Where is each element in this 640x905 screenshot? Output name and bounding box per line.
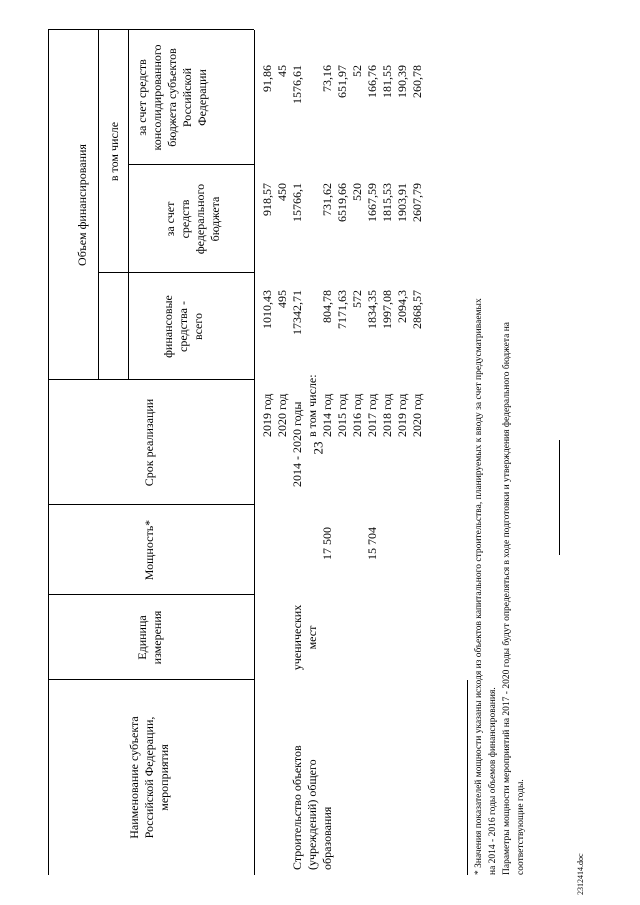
header-name-line: Российской Федерации, bbox=[142, 716, 156, 839]
header-including: в том числе bbox=[107, 121, 121, 182]
header-federal-line: бюджета bbox=[208, 196, 222, 242]
period-cell: 2014 - 2020 годы bbox=[290, 401, 304, 487]
period-cell: 2020 год bbox=[275, 393, 289, 437]
document-id: 2312414.doc bbox=[576, 853, 585, 895]
header-total-line: средства - bbox=[176, 301, 190, 352]
header-capacity: Мощность* bbox=[142, 519, 156, 581]
header-name-line: Наименование субъекта bbox=[127, 716, 141, 839]
period-cell: 2019 год bbox=[395, 393, 409, 437]
federal-cell: 731,62 bbox=[320, 183, 334, 216]
period-cell: 2016 год bbox=[350, 393, 364, 437]
footnote-separator bbox=[467, 680, 468, 875]
col-sep-unit-capacity bbox=[48, 594, 254, 595]
page-number: 23 bbox=[310, 441, 326, 455]
total-cell: 495 bbox=[275, 290, 289, 308]
header-unit-line: измерения bbox=[150, 610, 164, 665]
total-cell: 1010,43 bbox=[260, 290, 274, 329]
regional-cell: 73,16 bbox=[320, 65, 334, 92]
federal-cell: 450 bbox=[275, 183, 289, 201]
total-cell: 1997,08 bbox=[380, 290, 394, 329]
federal-cell: 1667,59 bbox=[365, 183, 379, 222]
total-cell: 2868,57 bbox=[410, 290, 424, 329]
capacity-value: 17 500 bbox=[320, 527, 334, 560]
col-sep-name-unit bbox=[48, 679, 254, 680]
col-sep-period-funding bbox=[48, 379, 254, 380]
header-regional-line: Федерации bbox=[195, 69, 209, 126]
regional-cell: 181,55 bbox=[380, 65, 394, 98]
item-name-line: (учреждений) общего bbox=[305, 759, 319, 870]
total-cell: 1834,35 bbox=[365, 290, 379, 329]
federal-cell: 520 bbox=[350, 183, 364, 201]
federal-cell: 1815,53 bbox=[380, 183, 394, 222]
federal-cell: 15766,1 bbox=[290, 183, 304, 222]
item-name-line: образования bbox=[320, 806, 334, 870]
federal-cell: 1903,91 bbox=[395, 183, 409, 222]
footnote-separator-right bbox=[559, 440, 560, 555]
footnote-line: * Значения показателей мощности указаны исходя из объектов капитального строительства, планируемых к вводу за счет предусматриваемых bbox=[474, 298, 484, 875]
col-sep-capacity-period bbox=[48, 504, 254, 505]
regional-cell: 260,78 bbox=[410, 65, 424, 98]
period-cell: 2020 год bbox=[410, 393, 424, 437]
regional-cell: 52 bbox=[350, 65, 364, 77]
regional-cell: 190,39 bbox=[395, 65, 409, 98]
col-sep-federal-regional bbox=[128, 164, 254, 165]
regional-cell: 45 bbox=[275, 65, 289, 77]
total-cell: 572 bbox=[350, 290, 364, 308]
total-cell: 7171,63 bbox=[335, 290, 349, 329]
header-regional-line: Российской bbox=[180, 67, 194, 128]
item-name-line: Строительство объектов bbox=[290, 745, 304, 870]
total-cell: 2094,3 bbox=[395, 290, 409, 323]
header-regional-line: консолидированного bbox=[150, 44, 164, 151]
federal-cell: 918,57 bbox=[260, 183, 274, 216]
period-cell: 2015 год bbox=[335, 393, 349, 437]
regional-cell: 166,76 bbox=[365, 65, 379, 98]
period-cell: 2017 год bbox=[365, 393, 379, 437]
header-name-line: мероприятия bbox=[157, 744, 171, 811]
regional-cell: 651,97 bbox=[335, 65, 349, 98]
funding-group-line bbox=[98, 30, 99, 380]
period-cell: 2014 год bbox=[320, 393, 334, 437]
table-top-line bbox=[48, 30, 49, 875]
header-period: Срок реализации bbox=[142, 398, 156, 487]
header-federal-line: средств bbox=[178, 199, 192, 239]
header-total-line: финансовые bbox=[161, 295, 175, 358]
period-cell: 2018 год bbox=[380, 393, 394, 437]
header-funding-group: Объем финансирования bbox=[75, 144, 89, 266]
period-cell: 2019 год bbox=[260, 393, 274, 437]
total-cell: 804,78 bbox=[320, 290, 334, 323]
including-line bbox=[128, 30, 129, 380]
federal-cell: 6519,66 bbox=[335, 183, 349, 222]
col-sep-total-including bbox=[98, 272, 254, 273]
header-regional-line: бюджета субъектов bbox=[165, 48, 179, 147]
header-bottom-line bbox=[254, 30, 255, 875]
header-federal-line: за счет bbox=[163, 201, 177, 237]
including-label: в том числе: bbox=[305, 374, 319, 437]
item-unit-line: мест bbox=[305, 625, 319, 650]
total-cell: 17342,71 bbox=[290, 290, 304, 335]
header-total-line: всего bbox=[191, 312, 205, 341]
capacity-value: 15 704 bbox=[365, 527, 379, 560]
header-unit-line: Единица bbox=[135, 615, 149, 660]
footnote-line: соответствующие годы. bbox=[516, 779, 526, 875]
table-right-line bbox=[48, 29, 254, 30]
regional-cell: 91,86 bbox=[260, 65, 274, 92]
footnote-line: Параметры мощности мероприятий на 2017 - 2020 годы будут определяться в ходе подготовки и утверждения федерального бюджета на bbox=[502, 321, 512, 875]
item-unit-line: ученических bbox=[290, 604, 304, 671]
header-regional-line: за счет средств bbox=[135, 59, 149, 136]
footnote-line: на 2014 - 2016 годы объемов финансирования. bbox=[488, 687, 498, 875]
regional-cell: 1576,61 bbox=[290, 65, 304, 104]
header-federal-line: федерального bbox=[193, 183, 207, 255]
federal-cell: 2607,79 bbox=[410, 183, 424, 222]
